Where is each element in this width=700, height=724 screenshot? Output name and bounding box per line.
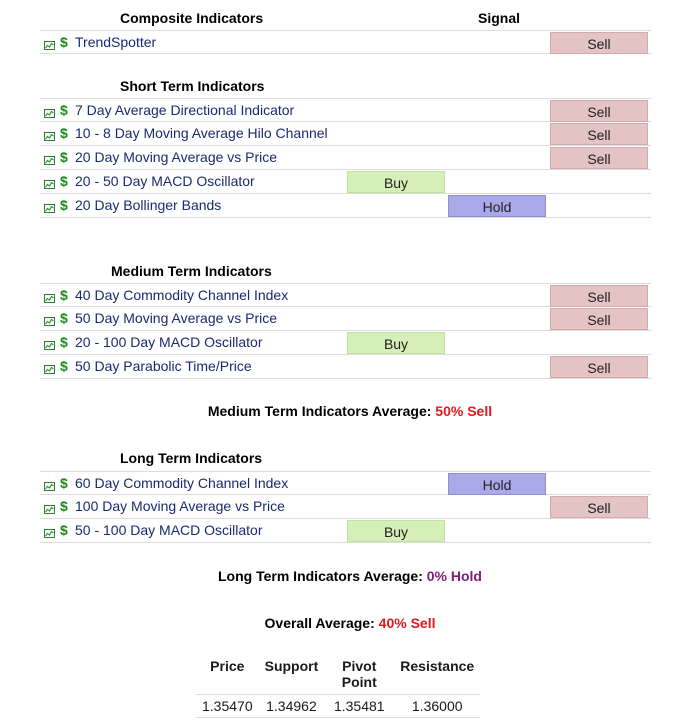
signal-badge-sell: Sell xyxy=(550,356,648,378)
indicator-row xyxy=(40,170,651,194)
indicator-row xyxy=(40,495,651,519)
indicator-row xyxy=(40,122,651,146)
dollar-icon[interactable]: $ xyxy=(60,102,68,118)
indicator-row xyxy=(40,194,651,218)
dollar-icon[interactable]: $ xyxy=(60,149,68,165)
pivot-header-row xyxy=(196,658,480,695)
resistance-header: Resistance xyxy=(400,658,475,674)
signal-badge-sell: Sell xyxy=(550,308,648,330)
signal-badge-buy: Buy xyxy=(347,520,445,542)
signal-badge-sell: Sell xyxy=(550,496,648,518)
dollar-icon[interactable]: $ xyxy=(60,358,68,374)
chart-icon[interactable] xyxy=(44,525,55,534)
chart-icon[interactable] xyxy=(44,290,55,299)
indicator-row xyxy=(40,30,651,54)
indicator-row xyxy=(40,283,651,307)
medium-term-average xyxy=(0,403,700,419)
signal-badge-hold: Hold xyxy=(448,195,546,217)
signal-badge-sell: Sell xyxy=(550,147,648,169)
price-value: 1.35470 xyxy=(196,695,259,718)
chart-icon[interactable] xyxy=(44,478,55,487)
chart-icon[interactable] xyxy=(44,37,55,46)
indicator-name[interactable]: TrendSpotter xyxy=(75,34,157,50)
support-value: 1.34962 xyxy=(259,695,325,718)
overall-average xyxy=(0,615,700,631)
signal-badge-hold: Hold xyxy=(448,473,546,495)
indicator-row xyxy=(40,98,651,122)
resistance-value: 1.36000 xyxy=(394,695,480,718)
chart-icon[interactable] xyxy=(44,128,55,137)
chart-icon[interactable] xyxy=(44,313,55,322)
signal-badge-sell: Sell xyxy=(550,100,648,122)
indicator-row xyxy=(40,355,651,379)
pivot-point-value: 1.35481 xyxy=(324,695,394,718)
long-term-average-label: Long Term Indicators Average: xyxy=(218,568,423,584)
dollar-icon[interactable]: $ xyxy=(60,173,68,189)
signal-heading: Signal xyxy=(478,10,521,26)
overall-average-label: Overall Average: xyxy=(264,615,375,631)
chart-icon[interactable] xyxy=(44,176,55,185)
overall-average-value: 40% Sell xyxy=(378,615,436,631)
indicator-row xyxy=(40,331,651,355)
medium-term-heading: Medium Term Indicators xyxy=(111,263,272,279)
chart-icon[interactable] xyxy=(44,337,55,346)
indicator-name[interactable]: 20 Day Moving Average vs Price xyxy=(75,149,278,165)
dollar-icon[interactable]: $ xyxy=(60,522,68,538)
signal-badge-buy: Buy xyxy=(347,171,445,193)
dollar-icon[interactable]: $ xyxy=(60,334,68,350)
indicator-name[interactable]: 50 - 100 Day MACD Oscillator xyxy=(75,522,263,538)
indicator-row xyxy=(40,471,651,495)
chart-icon[interactable] xyxy=(44,361,55,370)
dollar-icon[interactable]: $ xyxy=(60,498,68,514)
dollar-icon[interactable]: $ xyxy=(60,34,68,50)
indicator-name[interactable]: 60 Day Commodity Channel Index xyxy=(75,475,289,491)
dollar-icon[interactable]: $ xyxy=(60,197,68,213)
long-term-average xyxy=(0,568,700,584)
indicator-name[interactable]: 20 - 100 Day MACD Oscillator xyxy=(75,334,263,350)
short-term-heading: Short Term Indicators xyxy=(120,78,265,94)
pivot-table xyxy=(196,658,480,718)
signal-badge-sell: Sell xyxy=(550,285,648,307)
indicator-name[interactable]: 40 Day Commodity Channel Index xyxy=(75,287,289,303)
indicator-name[interactable]: 100 Day Moving Average vs Price xyxy=(75,498,285,514)
long-term-average-value: 0% Hold xyxy=(426,568,482,584)
composite-heading: Composite Indicators xyxy=(120,10,264,26)
indicator-row xyxy=(40,146,651,170)
chart-icon[interactable] xyxy=(44,200,55,209)
support-header: Support xyxy=(264,658,319,674)
indicator-name[interactable]: 10 - 8 Day Moving Average Hilo Channel xyxy=(75,125,328,141)
dollar-icon[interactable]: $ xyxy=(60,310,68,326)
indicator-name[interactable]: 50 Day Parabolic Time/Price xyxy=(75,358,252,374)
chart-icon[interactable] xyxy=(44,152,55,161)
pivot-value-row xyxy=(196,695,480,718)
signal-badge-buy: Buy xyxy=(347,332,445,354)
pivot-point-header: Pivot Point xyxy=(341,658,377,690)
price-header: Price xyxy=(210,658,245,674)
indicator-name[interactable]: 20 Day Bollinger Bands xyxy=(75,197,222,213)
medium-term-average-value: 50% Sell xyxy=(435,403,493,419)
dollar-icon[interactable]: $ xyxy=(60,287,68,303)
signal-badge-sell: Sell xyxy=(550,123,648,145)
dollar-icon[interactable]: $ xyxy=(60,125,68,141)
indicator-name[interactable]: 50 Day Moving Average vs Price xyxy=(75,310,278,326)
chart-icon[interactable] xyxy=(44,501,55,510)
indicator-name[interactable]: 7 Day Average Directional Indicator xyxy=(75,102,295,118)
signal-badge-sell: Sell xyxy=(550,32,648,54)
indicator-row xyxy=(40,519,651,543)
chart-icon[interactable] xyxy=(44,105,55,114)
long-term-heading: Long Term Indicators xyxy=(120,450,263,466)
dollar-icon[interactable]: $ xyxy=(60,475,68,491)
medium-term-average-label: Medium Term Indicators Average: xyxy=(207,403,432,419)
indicator-row xyxy=(40,307,651,331)
indicator-name[interactable]: 20 - 50 Day MACD Oscillator xyxy=(75,173,255,189)
